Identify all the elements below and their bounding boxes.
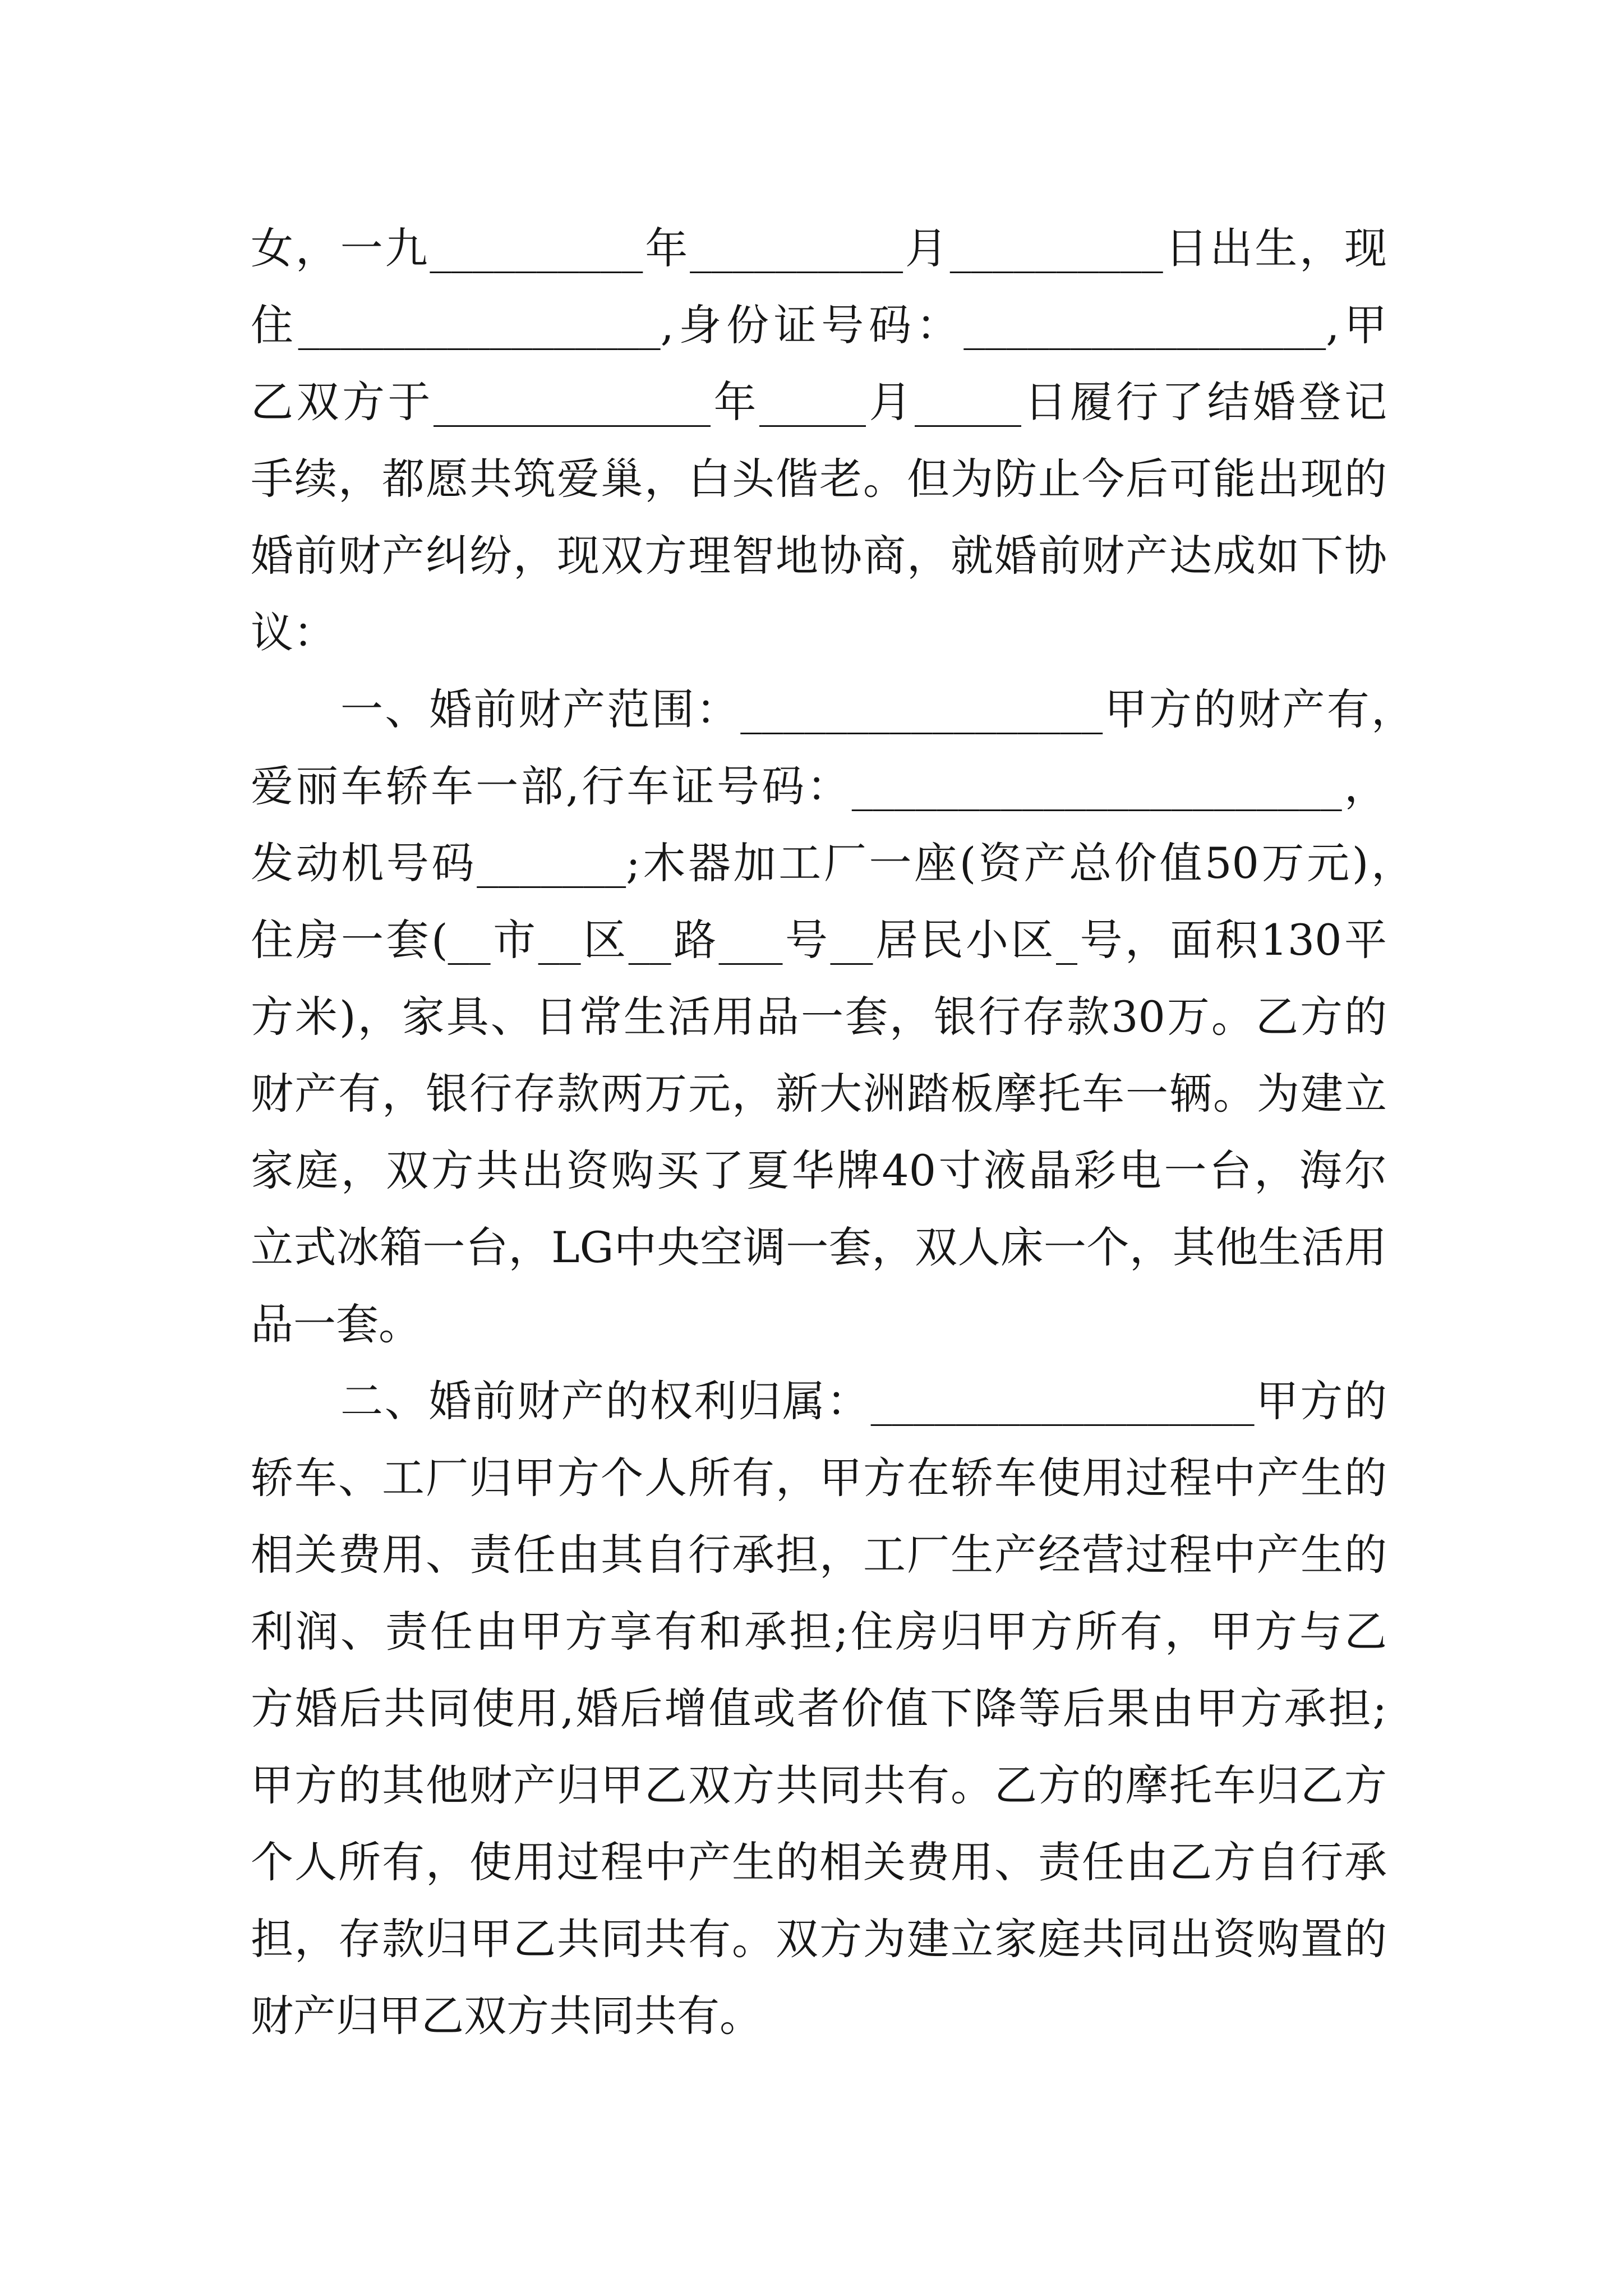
section-heading-line: 一、婚前财产范围：_________________甲方的财产有，	[340, 684, 1414, 734]
paragraph-line: 女，一九__________年__________月__________日出生，现	[251, 223, 1387, 273]
paragraph-line: 财产归甲乙双方共同共有。	[251, 1991, 762, 2041]
document-body	[251, 210, 1414, 2054]
paragraph-line: 家庭，双方共出资购买了夏华牌40寸液晶彩电一台，海尔	[251, 1145, 1387, 1195]
paragraph-line: 立式冰箱一台，LG中央空调一套，双人床一个，其他生活用	[251, 1222, 1387, 1272]
paragraph-line: 住_________________,身份证号码：_________________,甲	[251, 300, 1387, 350]
paragraph-line: 个人所有，使用过程中产生的相关费用、责任由乙方自行承	[251, 1837, 1387, 1887]
paragraph-premarital-property-scope	[251, 671, 1414, 1363]
paragraph-line: 担，存款归甲乙共同共有。双方为建立家庭共同出资购置的	[251, 1914, 1387, 1964]
paragraph-line: 甲方的其他财产归甲乙双方共同共有。乙方的摩托车归乙方	[251, 1760, 1387, 1810]
paragraph-line: 品一套。	[251, 1299, 421, 1349]
paragraph-line: 相关费用、责任由其自行承担，工厂生产经营过程中产生的	[251, 1530, 1387, 1580]
paragraph-line: 方婚后共同使用,婚后增值或者价值下降等后果由甲方承担;	[251, 1683, 1387, 1733]
paragraph-line: 方米)，家具、日常生活用品一套，银行存款30万。乙方的	[251, 992, 1387, 1042]
paragraph-parties-intro	[251, 210, 1387, 671]
paragraph-line: 爱丽车轿车一部,行车证号码：_______________________，	[251, 761, 1387, 811]
paragraph-line: 财产有，银行存款两万元，新大洲踏板摩托车一辆。为建立	[251, 1069, 1387, 1119]
paragraph-line: 住房一套(__市__区__路___号__居民小区_号，面积130平	[251, 915, 1387, 965]
paragraph-line: 婚前财产纠纷，现双方理智地协商，就婚前财产达成如下协	[251, 531, 1387, 581]
paragraph-property-rights	[251, 1363, 1387, 2054]
paragraph-line: 利润、责任由甲方享有和承担;住房归甲方所有，甲方与乙	[251, 1607, 1387, 1657]
section-heading-line: 二、婚前财产的权利归属：__________________甲方的	[340, 1376, 1387, 1426]
paragraph-line: 发动机号码_______;木器加工厂一座(资产总价值50万元)，	[251, 838, 1414, 888]
paragraph-line: 手续，都愿共筑爱巢，白头偕老。但为防止今后可能出现的	[251, 454, 1387, 504]
paragraph-line: 议：	[251, 608, 336, 657]
paragraph-line: 乙双方于_____________年_____月_____日履行了结婚登记	[251, 377, 1387, 427]
paragraph-line: 轿车、工厂归甲方个人所有，甲方在轿车使用过程中产生的	[251, 1453, 1387, 1503]
